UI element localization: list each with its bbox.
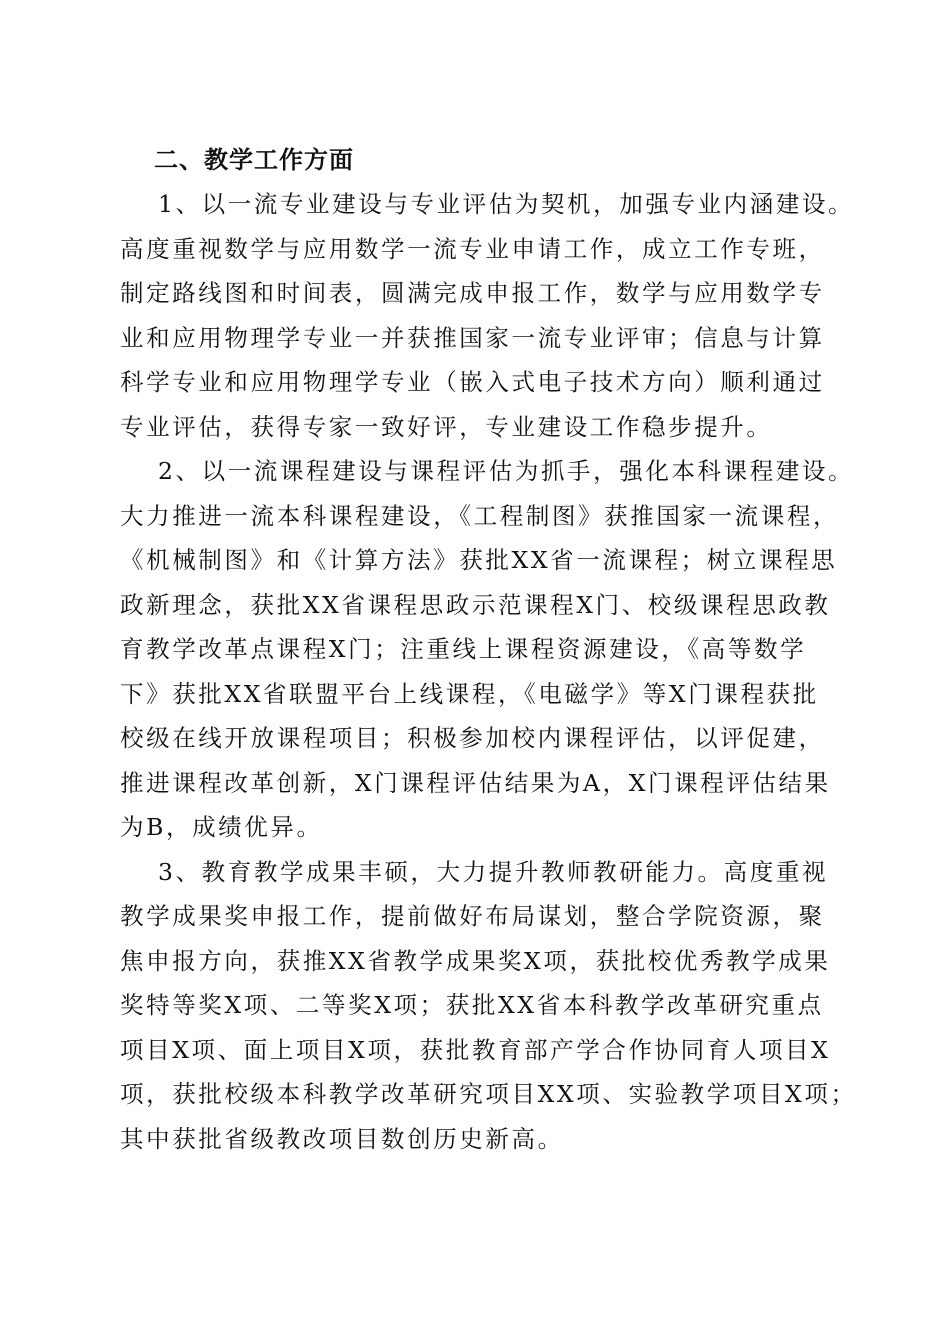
paragraph-line: 推进课程改革创新，X门课程评估结果为A，X门课程评估结果 (120, 768, 831, 797)
paragraph-2 (120, 449, 855, 850)
paragraph-line: 为B，成绩优异。 (120, 813, 323, 841)
section-heading: 二、教学工作方面 (154, 146, 354, 174)
paragraph-line: 制定路线图和时间表，圆满完成申报工作，数学与应用数学专 (120, 279, 825, 307)
paragraph-line: 高度重视数学与应用数学一流专业申请工作，成立工作专班， (120, 234, 825, 263)
paragraph-line: 其中获批省级教改项目数创历史新高。 (120, 1124, 564, 1153)
paragraph-line: 3、教育教学成果丰硕，大力提升教师教研能力。高度重视 (158, 857, 829, 886)
document-body (120, 138, 857, 1161)
paragraph-line: 1、以一流专业建设与专业评估为契机，加强专业内涵建设。 (158, 190, 855, 218)
paragraph-line: 大力推进一流本科课程建设，《工程制图》获推国家一流课程， (120, 501, 840, 530)
paragraph-line: 下》获批XX省联盟平台上线课程，《电磁学》等X门课程获批 (120, 679, 819, 708)
paragraph-line: 科学专业和应用物理学专业（嵌入式电子技术方向）顺利通过 (120, 368, 825, 396)
paragraph-line: 《机械制图》和《计算方法》获批XX省一流课程；树立课程思 (120, 546, 838, 574)
paragraph-line: 焦申报方向，获推XX省教学成果奖X项，获批校优秀教学成果 (120, 946, 831, 975)
paragraph-line: 育教学改革点课程X门；注重线上课程资源建设，《高等数学 (120, 635, 807, 663)
paragraph-line: 项，获批校级本科教学改革研究项目XX项、实验教学项目X项； (120, 1080, 857, 1108)
paragraph-line: 项目X项、面上项目X项，获批教育部产学合作协同育人项目X (120, 1035, 831, 1064)
paragraph-line: 校级在线开放课程项目；积极参加校内课程评估，以评促建， (120, 724, 825, 752)
paragraph-line: 专业评估，获得专家一致好评，专业建设工作稳步提升。 (120, 412, 773, 441)
paragraph-line: 政新理念，获批XX省课程思政示范课程X门、校级课程思政教 (120, 590, 831, 619)
paragraph-line: 业和应用物理学专业一并获推国家一流专业评审；信息与计算 (120, 323, 825, 352)
paragraph-1 (120, 182, 855, 449)
paragraph-line: 奖特等奖X项、二等奖X项；获批XX省本科教学改革研究重点 (120, 991, 824, 1019)
paragraph-line: 2、以一流课程建设与课程评估为抓手，强化本科课程建设。 (158, 457, 855, 485)
paragraph-line: 教学成果奖申报工作，提前做好布局谋划，整合学院资源，聚 (120, 902, 825, 930)
paragraph-3 (120, 850, 857, 1162)
